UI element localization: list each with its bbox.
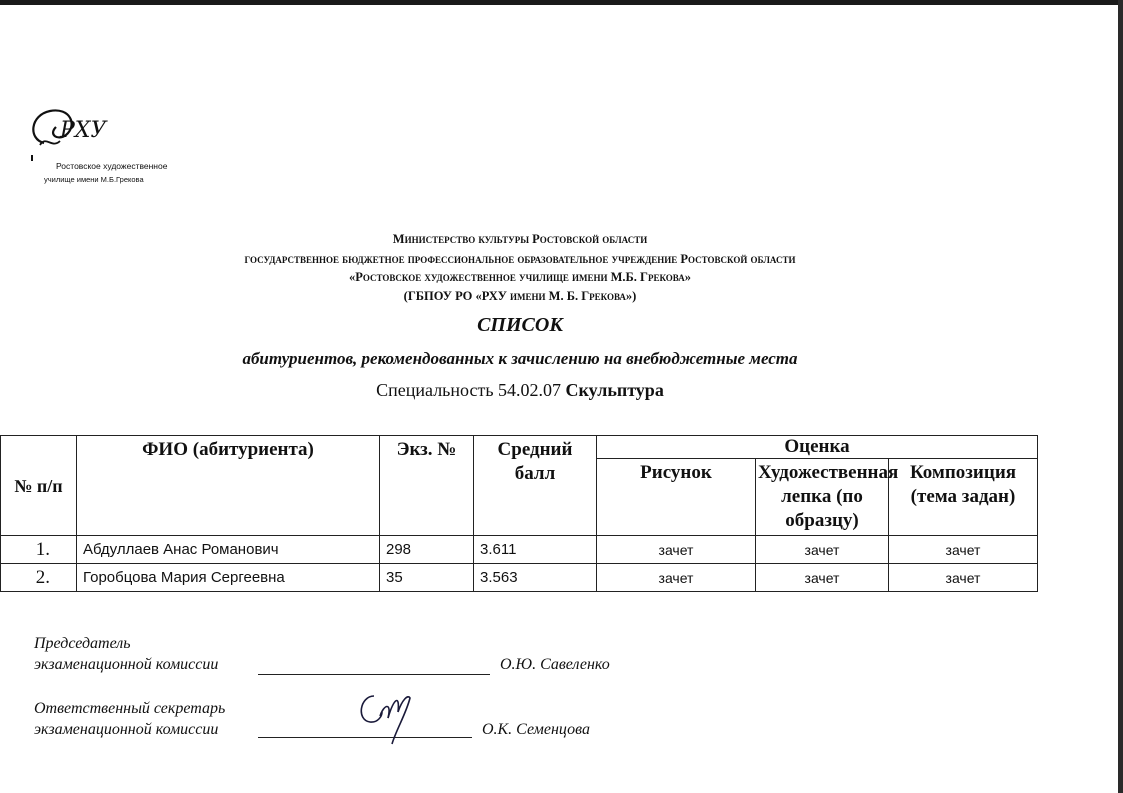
header-avg-score: Средний балл: [474, 436, 597, 536]
scan-edge-right: [1118, 0, 1123, 793]
drawing-grade: зачет: [597, 536, 756, 564]
handwritten-signature-icon: [352, 686, 422, 748]
specialty-code: Специальность 54.02.07: [376, 380, 562, 400]
composition-grade: зачет: [889, 536, 1038, 564]
specialty-name: Скульптура: [565, 380, 664, 400]
specialty-line: [0, 380, 1040, 401]
exam-number: 298: [380, 536, 474, 564]
chair-name: О.Ю. Савеленко: [500, 656, 610, 673]
applicant-name: Горобцова Мария Сергеевна: [77, 564, 380, 592]
sculpt-grade: зачет: [756, 536, 889, 564]
header-fio: ФИО (абитуриента): [77, 436, 380, 536]
logo-monogram-icon: [26, 105, 116, 165]
average-score: 3.563: [474, 564, 597, 592]
applicants-table: [0, 435, 1038, 592]
header-drawing: Рисунок: [597, 459, 756, 536]
document-title: СПИСОК: [477, 314, 563, 336]
secretary-title: Ответственный секретарь: [34, 700, 226, 717]
secretary-name: О.К. Семенцова: [482, 721, 590, 738]
chair-commission: экзаменационной комиссии: [34, 656, 219, 673]
sculpt-grade: зачет: [756, 564, 889, 592]
svg-text:РХУ: РХУ: [60, 118, 107, 143]
logo-caption-line2: училище имени М.Б.Грекова: [44, 175, 144, 184]
header-exam-no: Экз. №: [380, 436, 474, 536]
header-num: № п/п: [1, 436, 77, 536]
header-sculpt: Художественная лепка (по образцу): [756, 459, 889, 536]
row-index: 1.: [1, 536, 77, 564]
logo-caption-line1: Ростовское художественное: [56, 161, 168, 171]
exam-number: 35: [380, 564, 474, 592]
school-logo: [26, 105, 176, 187]
header-grade-group: Оценка: [597, 436, 1038, 459]
drawing-grade: зачет: [597, 564, 756, 592]
document-subtitle: абитуриентов, рекомендованных к зачислению на внебюджетные места: [242, 349, 798, 368]
scan-edge-top: [0, 0, 1123, 5]
composition-grade: зачет: [889, 564, 1038, 592]
header-abbreviation: (ГБПОУ РО «РХУ имени М. Б. Грекова»): [403, 289, 637, 303]
header-school-name: «Ростовское художественное училище имени М.Б. Грекова»: [349, 270, 691, 284]
row-index: 2.: [1, 564, 77, 592]
secretary-commission: экзаменационной комиссии: [34, 721, 219, 738]
chair-title: Председатель: [34, 635, 131, 652]
header-ministry: Министерство культуры Ростовской области: [392, 232, 648, 246]
table-row: [1, 564, 1038, 592]
header-institution: государственное бюджетное профессиональное образовательное учреждение Ростовской области: [244, 252, 796, 266]
header-composition: Композиция (тема задан): [889, 459, 1038, 536]
applicant-name: Абдуллаев Анас Романович: [77, 536, 380, 564]
chair-signature-line: [258, 674, 490, 675]
table-row: [1, 536, 1038, 564]
average-score: 3.611: [474, 536, 597, 564]
